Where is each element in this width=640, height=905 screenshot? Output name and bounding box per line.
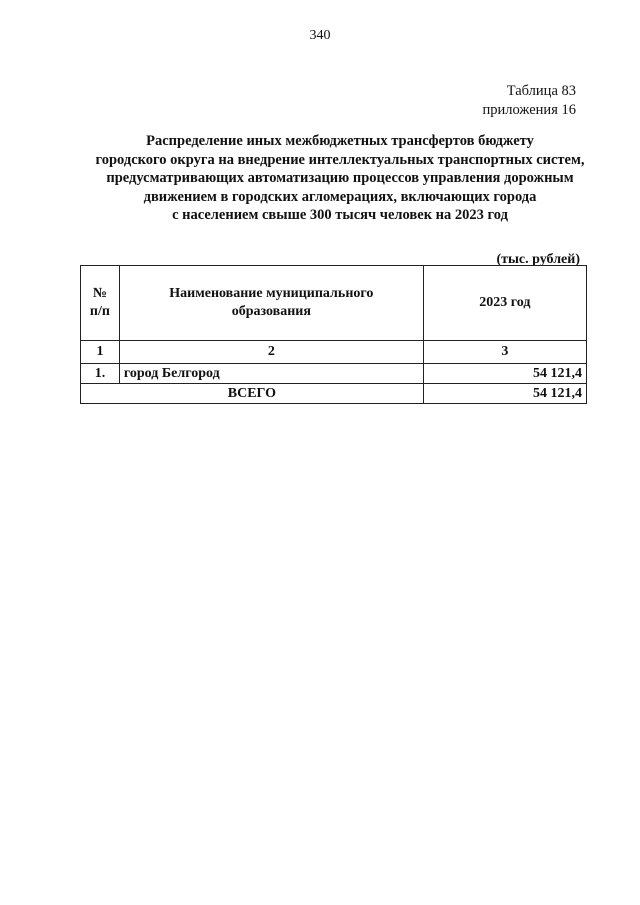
distribution-table xyxy=(80,265,587,404)
header-name-line1: Наименование муниципального xyxy=(169,286,374,301)
row-name: город Белгород xyxy=(119,364,423,384)
table-ref-line1: Таблица 83 xyxy=(506,83,576,99)
header-year: 2023 год xyxy=(423,266,586,341)
index-cell-1: 1 xyxy=(81,341,120,364)
table-reference xyxy=(483,82,576,120)
header-name-line2: образования xyxy=(231,304,311,319)
header-num-line2: п/п xyxy=(89,304,110,319)
title-line5: с населением свыше 300 тысяч человек на 2023 год xyxy=(172,207,508,223)
total-row xyxy=(81,384,587,404)
title-line2: городского округа на внедрение интеллектуальных транспортных систем, xyxy=(95,151,585,168)
header-num-line1: № xyxy=(92,286,107,301)
title-line4: движением в городских агломерациях, включающих города xyxy=(143,188,537,205)
page-number: 340 xyxy=(309,28,331,43)
units-label: (тыс. рублей) xyxy=(496,252,580,267)
index-cell-2: 2 xyxy=(119,341,423,364)
table-header-row xyxy=(81,266,587,341)
table-row xyxy=(81,364,587,384)
header-num xyxy=(81,266,120,341)
index-cell-3: 3 xyxy=(423,341,586,364)
title-line3: предусматривающих автоматизацию процессов управления дорожным xyxy=(106,170,574,186)
title-line1: Распределение иных межбюджетных трансфертов бюджету xyxy=(146,133,534,149)
column-index-row xyxy=(81,341,587,364)
total-label: ВСЕГО xyxy=(81,384,424,404)
table-ref-line2: приложения 16 xyxy=(482,102,576,118)
row-value: 54 121,4 xyxy=(423,364,586,384)
header-name xyxy=(119,266,423,341)
row-num: 1. xyxy=(81,364,120,384)
total-value: 54 121,4 xyxy=(423,384,586,404)
document-title xyxy=(60,132,620,225)
